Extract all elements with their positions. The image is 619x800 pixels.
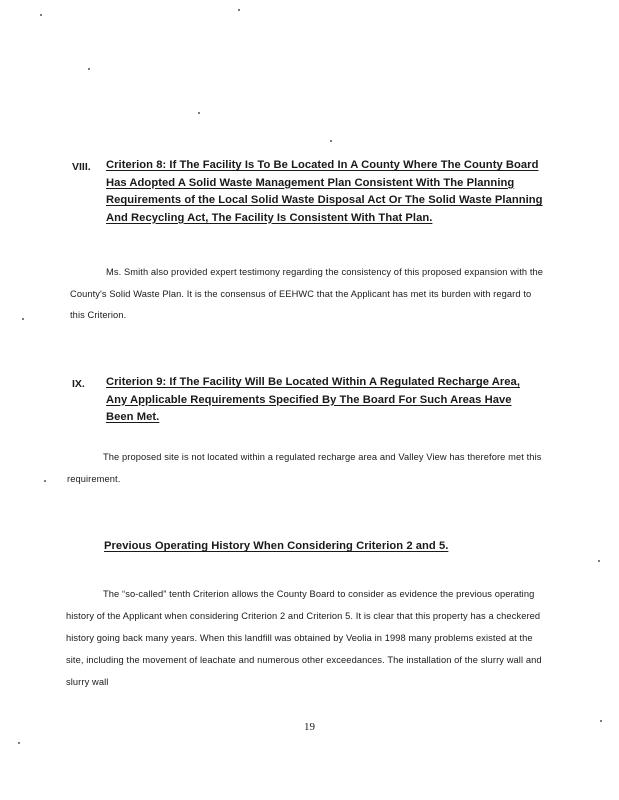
section-number-ix: IX. [72,378,85,390]
scan-speck [600,720,602,722]
scan-speck [44,480,46,482]
criterion-9-body: The proposed site is not located within a regulated recharge area and Valley View has therefore met this requirement. [67,452,542,484]
criterion-8-heading: Criterion 8: If The Facility Is To Be Located In A County Where The County Board Has Adopted A Solid Waste Management Plan Consistent With The Planning Requirements of the Local Solid Waste Disposal Act Or The Solid Waste Planning And Recycling Act, The Facility Is Consistent With That Plan. [106,159,543,224]
history-heading: Previous Operating History When Considering Criterion 2 and 5. [104,540,449,552]
scan-speck [88,68,90,70]
scan-speck [40,14,42,16]
scan-speck [238,9,240,11]
scan-speck [198,112,200,114]
criterion-9-heading: Criterion 9: If The Facility Will Be Located Within A Regulated Recharge Area, Any Applicable Requirements Specified By The Board For Such Areas Have Been Met. [106,376,520,423]
scan-speck [18,742,20,744]
criterion-8-body: Ms. Smith also provided expert testimony regarding the consistency of this proposed expansion with the County's Solid Waste Plan. It is the consensus of EEHWC that the Applicant has met its burden with regard to this Criterion. [70,267,544,320]
scan-speck [598,560,600,562]
scan-speck [330,140,332,142]
section-number-viii: VIII. [72,161,91,173]
history-body: The “so-called” tenth Criterion allows the County Board to consider as evidence the previous operating history of the Applicant when considering Criterion 2 and Criterion 5. It is clear that this property has a checkered history going back many years. When this landfill was obtained by Veolia in 1998 many problems existed at the site, including the movement of leachate and numerous other exceedances. The installation of the slurry wall and slurry wall [66,589,542,687]
page-number: 19 [304,721,315,733]
scan-speck [22,318,24,320]
